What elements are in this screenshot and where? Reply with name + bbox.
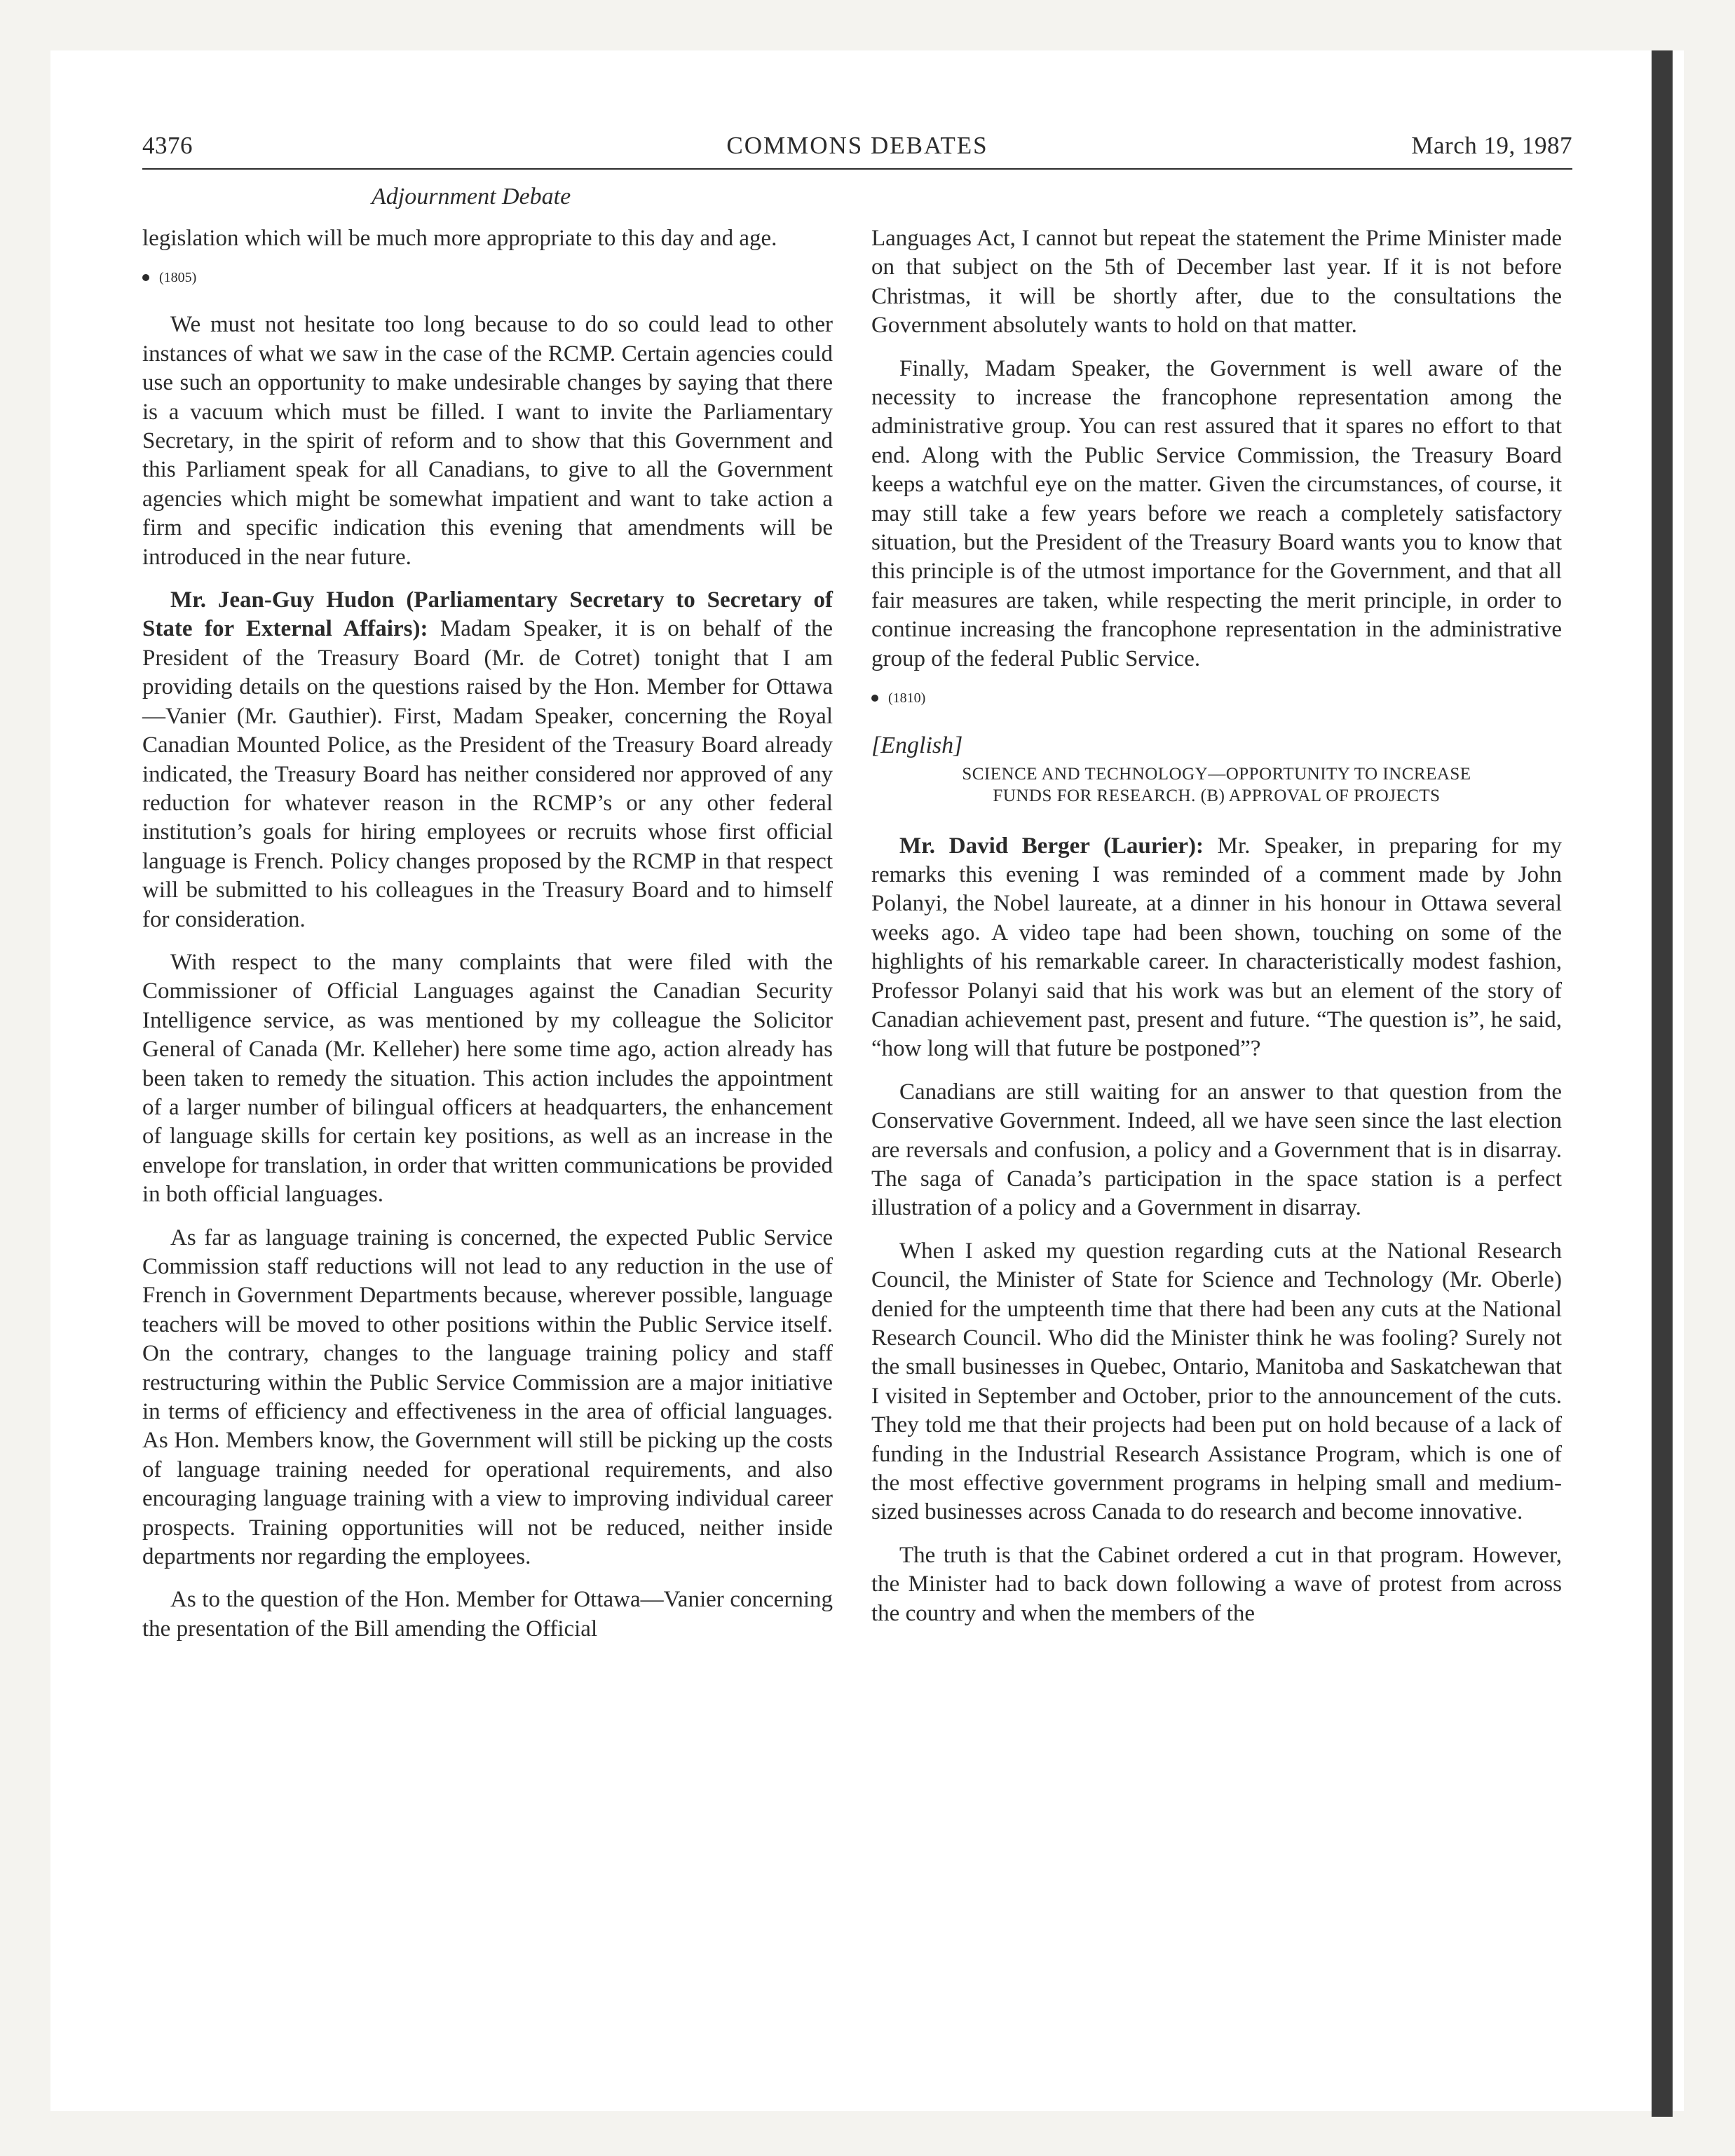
debate-subheading: [871, 763, 1562, 807]
paragraph: As to the question of the Hon. Member for Ottawa—Vanier concerning the presentation of the Bill amending the Official: [142, 1587, 833, 1642]
paragraph: Languages Act, I cannot but repeat the statement the Prime Minister made on that subject on the 5th of December last year. If it is not before Christmas, it will be shortly after, due to the consultations the Government absolutely wants to hold on that matter.: [871, 226, 1562, 339]
paragraph: As far as language training is concerned, the expected Public Service Commission staff reductions will not lead to any reduction in the use of French in Government Departments because, wherever possible, language teachers will be moved to other positions within the Public Service itself. On the contrary, changes to the language training policy and staff restructuring within the Public Service Commission are a major initiative in terms of efficiency and effectiveness in the area of official languages. As Hon. Members know, the Government will still be picking up the costs of language training needed for operational requirements, and also encouraging language training with a view to improving individual career prospects. Training opportunities will not be reduced, neither inside departments nor regarding the employees.: [142, 1224, 833, 1570]
bullet-icon: [871, 695, 878, 702]
paragraph: With respect to the many complaints that were filed with the Commissioner of Official Languages against the Canadian Security Intelligence service, as was mentioned by my colleague the Solicitor General of Canada (Mr. Kelleher) here some time ago, action already has been taken to remedy the situation. This action includes the appointment of a larger number of bilingual officers at headquarters, the enhancement of language skills for certain key positions, as well as an increase in the envelope for translation, in order that written communications be provided in both official languages.: [142, 949, 833, 1208]
publication-date: March 19, 1987: [1411, 132, 1572, 159]
paragraph: When I asked my question regarding cuts at the National Research Council, the Minister of State for Science and Technology (Mr. Oberle) denied for the umpteenth time that there had been any cuts at the National Research Council. Who did the Minister think he was fooling? Surely not the small businesses in Quebec, Ontario, Manitoba and Saskatchewan that I visited in September and October, prior to the announcement of the cuts. They told me that their projects had been put on hold because of a lack of funding in the Industrial Research Assistance Program, which is one of the most effective government programs in helping small and medium-sized businesses across Canada to do research and become innovative.: [871, 1238, 1562, 1525]
speaker-name: Mr. David Berger (Laurier):: [899, 833, 1204, 859]
paragraph: Canadians are still waiting for an answer to that question from the Conservative Government. Indeed, all we have seen since the last election are reversals and confusion, a policy and a Government that is in disarray. The saga of Canada’s participation in the space station is a perfect illustration of a policy and a Government in disarray.: [871, 1079, 1562, 1221]
speech-text: Madam Speaker, it is on behalf of the President of the Treasury Board (Mr. de Cotret) tonight that I am providing details on the questions raised by the Hon. Member for Ottawa—Vanier (Mr. Gauthier). First, Madam Speaker, concerning the Royal Canadian Mounted Police, as the President of the Treasury Board already indicated, the Treasury Board has neither considered nor approved of any reduction for whatever reason in the RCMP’s or any other federal institution’s goals for hiring employees or recruits whose first official language is French. Policy changes proposed by the RCMP in that respect will be submitted to his colleagues in the Treasury Board and to himself for consideration.: [142, 616, 833, 932]
paragraph: [871, 832, 1562, 1064]
paragraph: The truth is that the Cabinet ordered a cut in that program. However, the Minister had to back down following a wave of protest from across the country and when the members of the: [871, 1542, 1562, 1626]
paragraph: We must not hesitate too long because to do so could lead to other instances of what we saw in the case of the RCMP. Certain agencies could use such an opportunity to make undesirable changes by saying that there is a vacuum which must be filled. I want to invite the Parliamentary Secretary, in the spirit of reform and to show that this Government and this Parliament speak for all Canadians, to give to all the Government agencies which might be somewhat impatient and want to take action a firm and specific indication this evening that amendments will be introduced in the near future.: [142, 312, 833, 570]
time-stamp: (1805): [159, 270, 197, 286]
page-number: 4376: [142, 132, 193, 159]
paragraph: Finally, Madam Speaker, the Government is well aware of the necessity to increase the francophone representation among the administrative group. You can rest assured that it spares no effort to that end. Along with the Public Service Commission, the Treasury Board keeps a watchful eye on the matter. Given the circumstances, of course, it may still take a few years before we reach a completely satisfactory situation, but the President of the Treasury Board wants you to know that this principle is of the utmost importance for the Government, and that all fair measures are taken, while respecting the merit principle, in order to continue increasing the francophone representation in the administrative group of the federal Public Service.: [871, 355, 1562, 671]
subheading-line: FUNDS FOR RESEARCH. (B) APPROVAL OF PROJECTS: [993, 786, 1441, 805]
time-marker: [871, 688, 1562, 709]
left-column: [142, 224, 833, 1658]
language-tag: [English]: [871, 732, 963, 759]
bullet-icon: [142, 274, 149, 281]
publication-title: COMMONS DEBATES: [726, 132, 988, 159]
time-marker: [142, 267, 833, 288]
subheading-line: SCIENCE AND TECHNOLOGY—OPPORTUNITY TO INCREASE: [962, 764, 1471, 784]
speech-text: Mr. Speaker, in preparing for my remarks this evening I was reminded of a comment made by John Polanyi, the Nobel laureate, at a dinner in his honour in Ottawa several weeks ago. A video tape had been shown, touching on some of the highlights of his remarkable career. In characteristically modest fashion, Professor Polanyi said that his work was but an element of the story of Canadian achievement past, present and future. “The question is”, he said, “how long will that future be postponed”?: [871, 833, 1562, 1062]
right-column: [871, 224, 1562, 1642]
section-heading: Adjournment Debate: [372, 184, 571, 210]
time-stamp: (1810): [888, 690, 926, 707]
header-rule: [142, 168, 1572, 170]
paragraph: legislation which will be much more appropriate to this day and age.: [142, 226, 777, 251]
binding-edge: [1652, 50, 1673, 2117]
speaker-name: Mr. Jean-Guy Hudon (Parliamentary Secretary to Secretary of State for External Affairs):: [142, 587, 833, 642]
paragraph: [142, 586, 833, 934]
